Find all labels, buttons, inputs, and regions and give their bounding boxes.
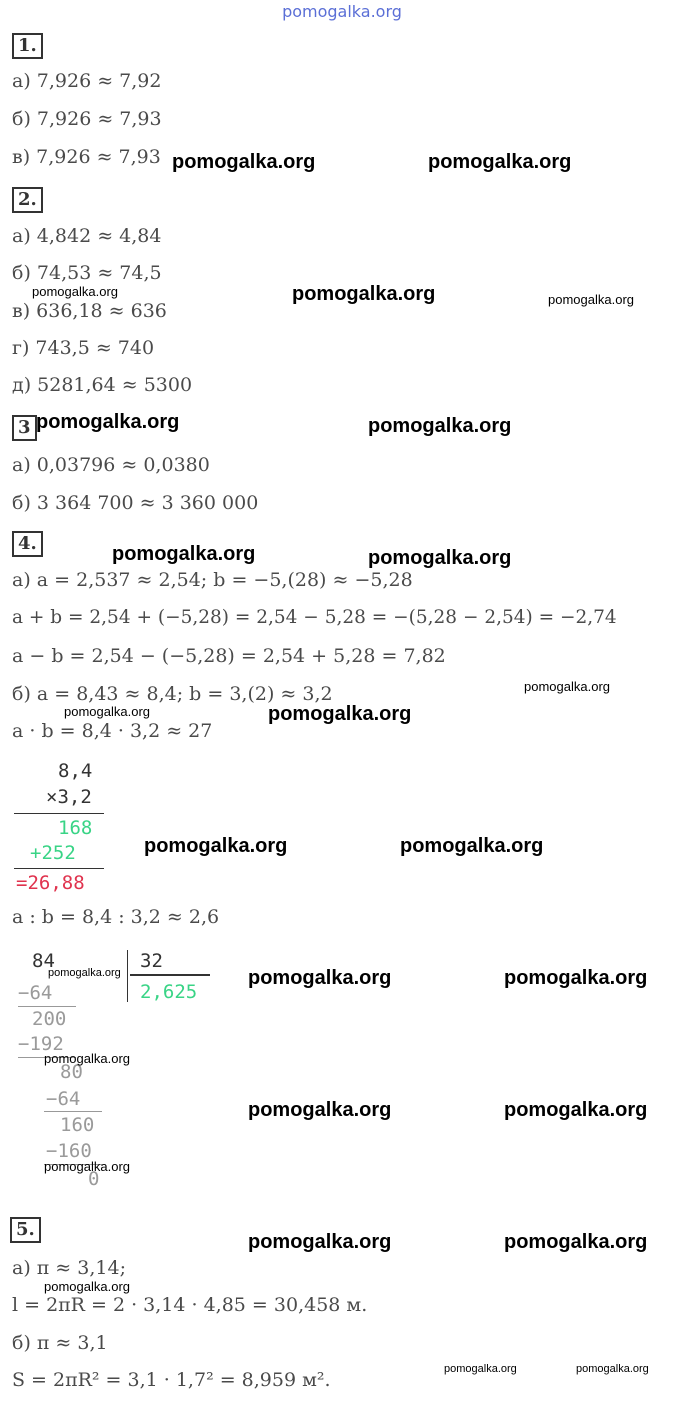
mult-top: 8,4 — [58, 760, 93, 782]
task-5-line-b: б) π ≈ 3,1 — [12, 1332, 108, 1354]
task-5-area: S = 2πR² = 3,1 · 1,7² = 8,959 м². — [12, 1369, 331, 1391]
task-1-number: 1. — [12, 33, 43, 59]
div-dividend: 84 — [32, 950, 55, 972]
watermark: pomogalka.org — [400, 835, 544, 857]
mult-rule-1 — [14, 813, 104, 814]
task-4-line-a: а) a = 2,537 ≈ 2,54; b = −5,(28) ≈ −5,28 — [12, 569, 413, 591]
div-divisor-rule — [130, 974, 210, 976]
watermark: pomogalka.org — [32, 284, 118, 299]
task-4-number: 4. — [12, 531, 43, 557]
watermark: pomogalka.org — [368, 415, 512, 437]
div-divisor: 32 — [140, 950, 163, 972]
task-2-line-c: в) 636,18 ≈ 636 — [12, 300, 167, 322]
watermark: pomogalka.org — [444, 1363, 517, 1375]
watermark: pomogalka.org — [428, 151, 572, 173]
watermark: pomogalka.org — [248, 967, 392, 989]
watermark: pomogalka.org — [524, 679, 610, 694]
div-rule-1 — [18, 1006, 76, 1007]
watermark: pomogalka.org — [44, 1159, 130, 1174]
task-2-line-b: б) 74,53 ≈ 74,5 — [12, 262, 162, 284]
watermark: pomogalka.org — [504, 967, 648, 989]
watermark: pomogalka.org — [548, 292, 634, 307]
watermark: pomogalka.org — [44, 1051, 130, 1066]
watermark: pomogalka.org — [172, 151, 316, 173]
div-step-4: 80 — [60, 1061, 83, 1083]
watermark: pomogalka.org — [248, 1099, 392, 1121]
task-4-line-b: б) a = 8,43 ≈ 8,4; b = 3,(2) ≈ 3,2 — [12, 683, 333, 705]
div-quotient: 2,625 — [140, 981, 198, 1003]
watermark: pomogalka.org — [44, 1279, 130, 1294]
task-4-difference: a − b = 2,54 − (−5,28) = 2,54 + 5,28 = 7,82 — [12, 645, 446, 667]
task-4-quotient: a : b = 8,4 : 3,2 ≈ 2,6 — [12, 906, 220, 928]
task-1-line-a: а) 7,926 ≈ 7,92 — [12, 70, 162, 92]
task-2-line-a: а) 4,842 ≈ 4,84 — [12, 225, 162, 247]
div-step-6: 160 — [60, 1114, 95, 1136]
mult-multiplier: ×3,2 — [46, 786, 92, 808]
div-vertical-rule — [127, 950, 128, 1002]
div-rule-3 — [44, 1111, 102, 1112]
header-watermark: pomogalka.org — [282, 2, 402, 21]
watermark: pomogalka.org — [64, 704, 150, 719]
watermark: pomogalka.org — [36, 411, 180, 433]
watermark: pomogalka.org — [504, 1231, 648, 1253]
task-3-number: 3 — [12, 415, 37, 441]
watermark: pomogalka.org — [292, 283, 436, 305]
watermark: pomogalka.org — [504, 1099, 648, 1121]
task-5-line-a: а) π ≈ 3,14; — [12, 1257, 126, 1279]
watermark: pomogalka.org — [576, 1363, 649, 1375]
task-1-line-c: в) 7,926 ≈ 7,93 — [12, 146, 161, 168]
task-2-line-d: г) 743,5 ≈ 740 — [12, 337, 155, 359]
watermark: pomogalka.org — [268, 703, 412, 725]
div-step-1: −64 — [18, 982, 53, 1004]
task-2-line-e: д) 5281,64 ≈ 5300 — [12, 374, 193, 396]
watermark: pomogalka.org — [368, 547, 512, 569]
div-step-8: 0 — [88, 1168, 100, 1190]
task-5-length: l = 2πR = 2 · 3,14 · 4,85 = 30,458 м. — [12, 1294, 368, 1316]
task-4-sum: a + b = 2,54 + (−5,28) = 2,54 − 5,28 = −(5,28 − 2,54) = −2,74 — [12, 607, 617, 628]
watermark: pomogalka.org — [248, 1231, 392, 1253]
watermark: pomogalka.org — [144, 835, 288, 857]
task-3-line-b: б) 3 364 700 ≈ 3 360 000 — [12, 492, 259, 514]
watermark: pomogalka.org — [112, 543, 256, 565]
task-5-number: 5. — [10, 1217, 41, 1243]
div-step-2: 200 — [32, 1008, 67, 1030]
mult-partial-1: 168 — [58, 817, 93, 839]
mult-partial-2: +252 — [30, 842, 76, 864]
task-4-product: a · b = 8,4 · 3,2 ≈ 27 — [12, 720, 213, 742]
watermark: pomogalka.org — [48, 967, 121, 979]
div-step-3: −192 — [18, 1033, 64, 1055]
task-2-number: 2. — [12, 187, 43, 213]
mult-result: =26,88 — [16, 872, 85, 894]
task-3-line-a: а) 0,03796 ≈ 0,0380 — [12, 454, 210, 476]
task-1-line-b: б) 7,926 ≈ 7,93 — [12, 108, 162, 130]
mult-rule-2 — [14, 868, 104, 869]
div-step-5: −64 — [46, 1088, 81, 1110]
div-step-7: −160 — [46, 1140, 92, 1162]
